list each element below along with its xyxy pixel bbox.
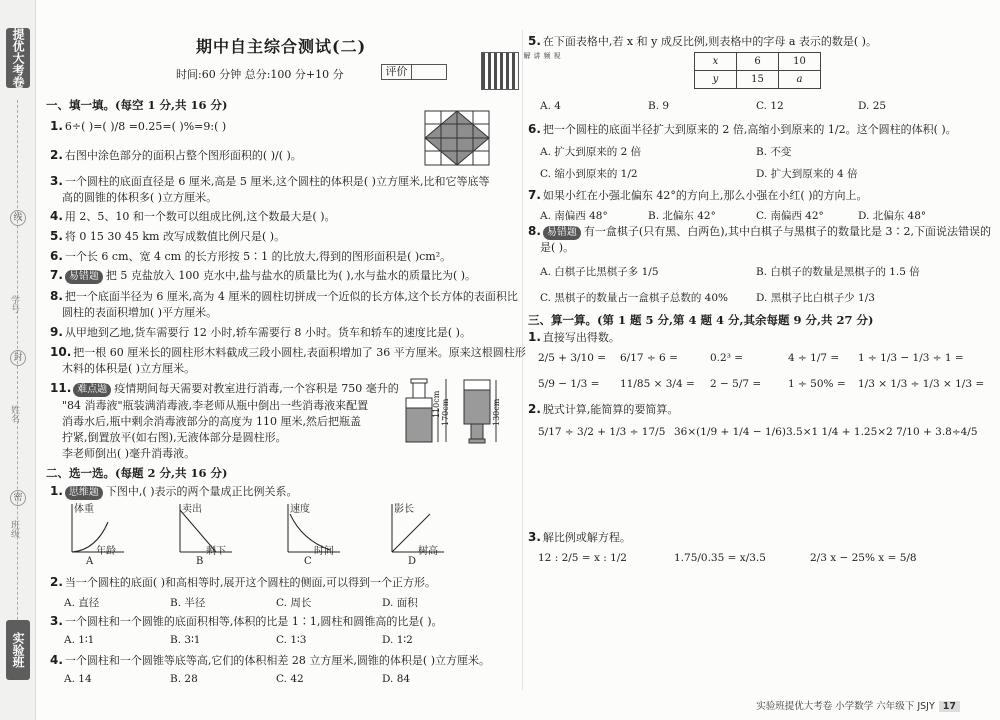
question-1-9: 9. 从甲地到乙地,货车需要行 12 小时,轿车需要行 8 小时。货车和轿车的速度比是( )。 xyxy=(50,325,471,339)
graph-d-xlabel: 树高 xyxy=(418,546,438,557)
cut-mark-seal: 封 xyxy=(10,350,26,366)
calc-item: 36×(1/9 + 1/4 − 1/6) xyxy=(674,426,786,438)
question-1-7: 7. 易错题 把 5 克盐放入 100 克水中,盐与盐水的质量比为( ),水与盐水的质量比为( )。 xyxy=(50,268,477,282)
question-1-2: 2. 右图中涂色部分的面积占整个图形面积的( )/( )。 xyxy=(50,148,302,162)
cut-mark-line: 线 xyxy=(10,210,26,226)
section-three-heading: 三、算一算。(第 1 题 5 分,第 4 题 4 分,其余每题 9 分,共 27 分) xyxy=(528,313,874,327)
name-label: 姓名 xyxy=(9,405,19,423)
question-1-11d: 拧紧,倒置放平(如右图),无液体部分是圆柱形。 xyxy=(62,431,287,444)
q2-7-option-d[interactable]: D. 北偏东 48° xyxy=(858,210,927,222)
bottle-height-170: 170cm xyxy=(441,398,450,426)
qr-code xyxy=(481,52,519,90)
calc-3-title: 3. 解比例或解方程。 xyxy=(528,530,631,544)
question-1-5: 5. 将 0 15 30 45 km 改写成数值比例尺是( )。 xyxy=(50,229,286,243)
calc-item: 6/17 ÷ 6 = xyxy=(620,352,678,364)
q2-6-option-a[interactable]: A. 扩大到原来的 2 倍 xyxy=(540,146,642,158)
calc-item: 1 ÷ 1/3 − 1/3 ÷ 1 = xyxy=(858,352,964,364)
question-1-1: 1. 6÷( )=( )/8 =0.25=( )%=9:( ) xyxy=(50,119,227,133)
calc-item: 12 : 2/5 = x : 1/2 xyxy=(538,552,627,564)
question-1-6: 6. 一个长 6 cm、宽 4 cm 的长方形按 5∶1 的比放大,得到的图形面积是( )cm²。 xyxy=(50,249,452,263)
column-divider xyxy=(522,30,523,690)
q2-3-option-d[interactable]: D. 1∶2 xyxy=(382,634,413,646)
q2-4-option-b[interactable]: B. 28 xyxy=(170,673,198,685)
section-one-heading: 一、填一填。(每空 1 分,共 16 分) xyxy=(46,98,228,112)
q2-6-option-c[interactable]: C. 缩小到原来的 1/2 xyxy=(540,168,638,180)
table-cell: x xyxy=(695,53,737,71)
calc-2-title: 2. 脱式计算,能简算的要简算。 xyxy=(528,402,679,416)
q2-3-option-c[interactable]: C. 1∶3 xyxy=(276,634,307,646)
score-box xyxy=(381,64,447,80)
q2-5-option-b[interactable]: B. 9 xyxy=(648,100,670,112)
score-label: 评价 xyxy=(382,65,412,79)
question-1-11c: 消毒水后,瓶中剩余消毒液部分的高度为 110 厘米,然后把瓶盖 xyxy=(62,415,361,428)
binding-spine xyxy=(0,0,36,720)
question-2-7: 7. 如果小红在小强北偏东 42°的方向上,那么小强在小红( )的方向上。 xyxy=(528,188,868,202)
question-2-3: 3. 一个圆柱和一个圆锥的底面积相等,体积的比是 1∶1,圆柱和圆锥高的比是( )。 xyxy=(50,614,443,628)
calc-item: 2 − 5/7 = xyxy=(710,378,762,390)
q2-8-option-c[interactable]: C. 黑棋子的数量占一盒棋子总数的 40% xyxy=(540,292,729,304)
question-2-4: 4. 一个圆柱和一个圆锥等底等高,它们的体积相差 28 立方厘米,圆锥的体积是( )立方厘米。 xyxy=(50,653,490,667)
calc-item: 0.2³ = xyxy=(710,352,744,364)
q2-6-option-b[interactable]: B. 不变 xyxy=(756,146,792,158)
q2-6-option-d[interactable]: D. 扩大到原来的 4 倍 xyxy=(756,168,858,180)
q2-3-option-b[interactable]: B. 3∶1 xyxy=(170,634,201,646)
q2-7-option-a[interactable]: A. 南偏西 48° xyxy=(540,210,608,222)
bottle-height-130: 130cm xyxy=(492,398,501,426)
calc-item: 1 ÷ 50% = xyxy=(788,378,846,390)
calc-item: 4 ÷ 1/7 = xyxy=(788,352,840,364)
brand-top-label: 提优大考卷 xyxy=(6,28,30,88)
calc-item: 2/5 + 3/10 = xyxy=(538,352,607,364)
footer-text: 实验班提优大考卷 小学数学 六年级下 JSJY xyxy=(756,701,935,712)
q2-4-option-a[interactable]: A. 14 xyxy=(64,673,92,685)
calc-1-title: 1. 直接写出得数。 xyxy=(528,330,620,344)
q2-8-option-d[interactable]: D. 黑棋子比白棋子少 1/3 xyxy=(756,292,875,304)
graph-c-ylabel: 速度 xyxy=(290,504,310,515)
brand-bottom-label: 实验班 xyxy=(6,620,30,680)
cut-line xyxy=(17,100,18,660)
exam-meta: 时间:60 分钟 总分:100 分+10 分 xyxy=(176,68,344,81)
graph-a-xlabel: 年龄 xyxy=(96,546,116,557)
section-two-heading: 二、选一选。(每题 2 分,共 16 分) xyxy=(46,466,228,480)
question-2-1: 1. 思维题 下图中,( )表示的两个量成正比例关系。 xyxy=(50,484,298,498)
question-2-6: 6. 把一个圆柱的底面半径扩大到原来的 2 倍,高缩小到原来的 1/2。这个圆柱的体积( )。 xyxy=(528,122,957,136)
calc-item: 5/17 ÷ 3/2 + 1/3 ÷ 17/5 xyxy=(538,426,666,438)
calc-item: 1.75/0.35 = x/3.5 xyxy=(674,552,766,564)
graph-c-letter: C xyxy=(304,556,312,567)
table-cell: a xyxy=(779,71,821,89)
calc-item: 5/9 − 1/3 = xyxy=(538,378,600,390)
q2-7-option-c[interactable]: C. 南偏西 42° xyxy=(756,210,824,222)
graph-b-xlabel: 剩下 xyxy=(206,546,226,557)
q2-4-option-d[interactable]: D. 84 xyxy=(382,673,411,685)
table-cell: 10 xyxy=(779,53,821,71)
question-1-10a: 10. 把一根 60 厘米长的圆柱形木料截成三段小圆柱,表面积增加了 36 平方厘米。原来这根圆柱形 xyxy=(50,345,526,359)
graph-c-xlabel: 时间 xyxy=(314,546,334,557)
q2-2-option-a[interactable]: A. 直径 xyxy=(64,597,100,609)
page-footer xyxy=(756,698,960,712)
q2-8-option-a[interactable]: A. 白棋子比黑棋子多 1/5 xyxy=(540,266,659,278)
question-1-3a: 3. 一个圆柱的底面直径是 6 厘米,高是 5 厘米,这个圆柱的体积是( )立方厘米,比和它等底等 xyxy=(50,174,490,188)
page-number: 17 xyxy=(939,701,960,712)
table-row xyxy=(695,71,821,89)
table-cell: 6 xyxy=(737,53,779,71)
q2-8-option-b[interactable]: B. 白棋子的数量是黑棋子的 1.5 倍 xyxy=(756,266,920,278)
table-cell: 15 xyxy=(737,71,779,89)
q2-3-option-a[interactable]: A. 1∶1 xyxy=(64,634,95,646)
graph-d-ylabel: 影长 xyxy=(394,504,414,515)
student-number-label: 学号 xyxy=(9,295,19,313)
calc-item: 2/3 x − 25% x = 5/8 xyxy=(810,552,917,564)
bottle-height-110: 110cm xyxy=(432,390,441,418)
table-row xyxy=(695,53,821,71)
graph-d-letter: D xyxy=(408,556,417,567)
shaded-square-figure xyxy=(424,110,490,166)
qr-caption: 视频讲解 xyxy=(523,52,561,59)
question-1-11e: 李老师倒出( )毫升消毒液。 xyxy=(62,447,196,460)
question-2-8b: 是( )。 xyxy=(540,241,575,254)
table-cell: y xyxy=(695,71,737,89)
cut-mark-close: 密 xyxy=(10,490,26,506)
question-1-10b: 木料的体积是( )立方厘米。 xyxy=(62,362,196,375)
q2-2-option-d[interactable]: D. 面积 xyxy=(382,597,418,609)
question-1-8b: 圆柱的表面积增加( )平方厘米。 xyxy=(62,306,218,319)
class-label: 班级 xyxy=(9,520,19,538)
graph-a-letter: A xyxy=(86,556,94,567)
page-title: 期中自主综合测试(二) xyxy=(196,37,367,56)
q2-2-option-b[interactable]: B. 半径 xyxy=(170,597,206,609)
graph-a-ylabel: 体重 xyxy=(74,504,94,515)
calc-item: 11/85 × 3/4 = xyxy=(620,378,695,390)
question-1-8a: 8. 把一个底面半径为 6 厘米,高为 4 厘米的圆柱切拼成一个近似的长方体,这个长方体的表面积比 xyxy=(50,289,518,303)
q2-4-option-c[interactable]: C. 42 xyxy=(276,673,304,685)
question-1-4: 4. 用 2、5、10 和一个数可以组成比例,这个数最大是( )。 xyxy=(50,209,336,223)
question-2-2: 2. 当一个圆柱的底面( )和高相等时,展开这个圆柱的侧面,可以得到一个正方形。 xyxy=(50,575,436,589)
calc-item: 1/3 × 1/3 ÷ 1/3 × 1/3 = xyxy=(858,378,985,390)
question-1-11b: "84 消毒液"瓶装满消毒液,李老师从瓶中倒出一些消毒液来配置 xyxy=(62,399,369,412)
question-1-3b: 高的圆锥的体积多( )立方厘米。 xyxy=(62,191,218,204)
q2-5-option-d[interactable]: D. 25 xyxy=(858,100,887,112)
q2-5-option-a[interactable]: A. 4 xyxy=(540,100,561,112)
q2-2-option-c[interactable]: C. 周长 xyxy=(276,597,312,609)
question-2-5: 5. 在下面表格中,若 x 和 y 成反比例,则表格中的字母 a 表示的数是( )。 xyxy=(528,34,877,48)
graph-b-letter: B xyxy=(196,556,204,567)
q2-5-option-c[interactable]: C. 12 xyxy=(756,100,784,112)
question-2-8a: 8. 易错题 有一盒棋子(只有黑、白两色),其中白棋子与黑棋子的数量比是 3∶2,下面说法错误的 xyxy=(528,224,991,238)
graph-b-ylabel: 卖出 xyxy=(182,504,202,515)
q2-7-option-b[interactable]: B. 北偏东 42° xyxy=(648,210,716,222)
question-1-11a: 11. 难点题 疫情期间每天需要对教室进行消毒,一个容积是 750 毫升的 xyxy=(50,381,399,395)
ratio-table xyxy=(694,52,821,89)
calc-item: 3.5×1 1/4 + 1.25×2 7/10 + 3.8÷4/5 xyxy=(786,426,978,438)
